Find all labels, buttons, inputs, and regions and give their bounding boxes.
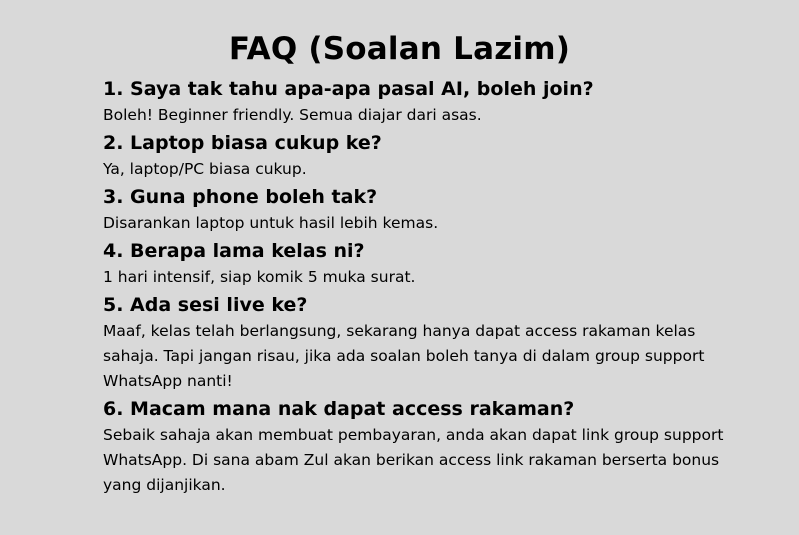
faq-question: 2. Laptop biasa cukup ke?	[103, 132, 382, 154]
faq-answer: 1 hari intensif, siap komik 5 muka surat.	[103, 268, 416, 286]
faq-item-3	[103, 184, 753, 236]
faq-question: 5. Ada sesi live ke?	[103, 294, 308, 316]
faq-answer: Sebaik sahaja akan membuat pembayaran, anda akan dapat link group support WhatsApp. Di sana abam Zul akan berikan access link rakaman berserta bonus yang dijanjikan.	[103, 426, 724, 494]
faq-answer: Boleh! Beginner friendly. Semua diajar dari asas.	[103, 106, 482, 124]
faq-title: FAQ (Soalan Lazim)	[228, 31, 571, 67]
faq-item-2	[103, 130, 753, 182]
faq-list	[103, 76, 753, 500]
faq-item-4	[103, 238, 753, 290]
faq-question: 4. Berapa lama kelas ni?	[103, 240, 365, 262]
faq-item-5	[103, 292, 753, 394]
faq-question: 6. Macam mana nak dapat access rakaman?	[103, 398, 575, 420]
faq-question: 1. Saya tak tahu apa-apa pasal AI, boleh join?	[103, 78, 594, 100]
faq-question: 3. Guna phone boleh tak?	[103, 186, 378, 208]
faq-item-6	[103, 396, 753, 498]
faq-answer: Ya, laptop/PC biasa cukup.	[103, 160, 307, 178]
faq-item-1	[103, 76, 753, 128]
faq-answer: Maaf, kelas telah berlangsung, sekarang hanya dapat access rakaman kelas sahaja. Tapi jangan risau, jika ada soalan boleh tanya di dalam group support WhatsApp nanti!	[103, 322, 705, 390]
faq-answer: Disarankan laptop untuk hasil lebih kemas.	[103, 214, 439, 232]
